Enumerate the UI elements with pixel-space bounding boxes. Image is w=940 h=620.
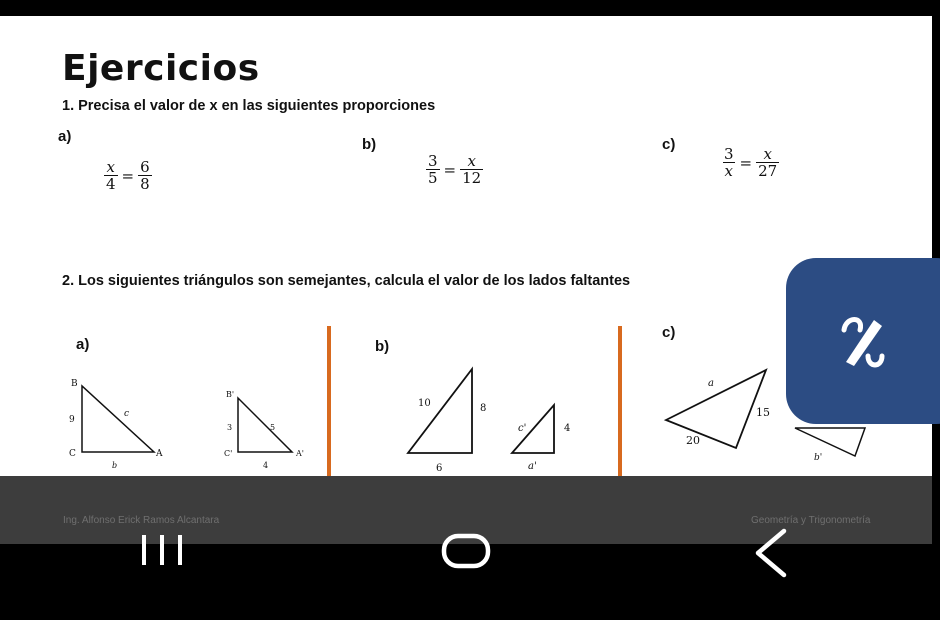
triangle-abc-prime xyxy=(238,398,292,452)
pen-toggle-button[interactable] xyxy=(786,258,940,424)
fraction-numerator: 6 xyxy=(140,158,150,176)
vertex-label: B xyxy=(71,379,78,389)
recent-apps-icon[interactable] xyxy=(140,533,188,577)
q2-b-label: b) xyxy=(375,338,390,355)
footer-author: Ing. Alfonso Erick Ramos Alcantara xyxy=(63,515,220,526)
side-label: 10 xyxy=(418,398,431,409)
vertex-label: C' xyxy=(224,449,233,458)
side-label: 4 xyxy=(564,423,571,434)
q1-b-proportion xyxy=(426,153,483,187)
question-1-prompt: 1. Precisa el valor de x en las siguientes proporciones xyxy=(62,98,436,114)
question-2-prompt: 2. Los siguientes triángulos son semejantes, calcula el valor de los lados faltantes xyxy=(62,273,631,289)
fraction-numerator: x xyxy=(467,152,476,170)
fraction-denominator: x xyxy=(724,162,733,180)
fraction-numerator: 3 xyxy=(428,152,438,170)
pen-toggle-icon xyxy=(838,310,886,370)
fraction-denominator: 27 xyxy=(758,162,778,180)
q1-a-label: a) xyxy=(58,128,72,145)
android-navigation-bar xyxy=(0,545,940,620)
triangle-large xyxy=(666,370,766,448)
side-label: 20 xyxy=(686,434,700,447)
q2-a-label: a) xyxy=(76,336,90,353)
fraction-numerator: x xyxy=(106,158,115,176)
triangle-large xyxy=(408,369,472,453)
vertex-label: A' xyxy=(296,449,304,458)
side-label: 15 xyxy=(756,406,770,419)
fraction-denominator: 4 xyxy=(106,175,116,193)
side-label: 9 xyxy=(69,415,75,425)
side-label: a xyxy=(708,378,714,389)
q1-a-proportion xyxy=(104,159,152,193)
equals-sign: = xyxy=(739,154,753,172)
side-label: b xyxy=(112,461,118,470)
q2-a-triangles xyxy=(60,372,320,472)
side-label: c' xyxy=(518,423,527,434)
fraction-denominator: 12 xyxy=(462,169,482,187)
fraction-numerator: 3 xyxy=(724,145,734,163)
side-label: a' xyxy=(528,461,537,472)
q2-b-triangles xyxy=(390,361,590,476)
q1-c-label: c) xyxy=(662,136,676,153)
side-label: b' xyxy=(814,453,823,463)
side-label: 8 xyxy=(480,403,487,414)
vertex-label: C xyxy=(69,449,76,459)
fraction-denominator: 5 xyxy=(428,169,438,187)
page-title: Ejercicios xyxy=(62,48,260,89)
status-bar xyxy=(0,0,940,16)
side-label: 6 xyxy=(436,463,443,474)
equals-sign: = xyxy=(443,161,457,179)
triangle-small xyxy=(795,428,865,456)
column-divider xyxy=(618,326,622,476)
vertex-label: B' xyxy=(226,390,235,399)
fraction-numerator: x xyxy=(763,145,772,163)
vertex-label: A xyxy=(156,449,163,459)
home-icon[interactable] xyxy=(440,533,494,577)
back-icon[interactable] xyxy=(750,527,790,581)
q2-c-label: c) xyxy=(662,324,676,341)
equals-sign: = xyxy=(121,167,135,185)
triangle-abc xyxy=(82,386,154,452)
side-label: c xyxy=(124,409,130,419)
q1-b-label: b) xyxy=(362,136,377,153)
q1-c-proportion xyxy=(722,146,779,180)
side-label: 3 xyxy=(227,423,233,432)
footer-subject: Geometría y Trigonometría xyxy=(751,515,871,526)
column-divider xyxy=(327,326,331,476)
side-label: 4 xyxy=(263,461,269,470)
side-label: 5 xyxy=(270,423,276,432)
fraction-denominator: 8 xyxy=(140,175,150,193)
